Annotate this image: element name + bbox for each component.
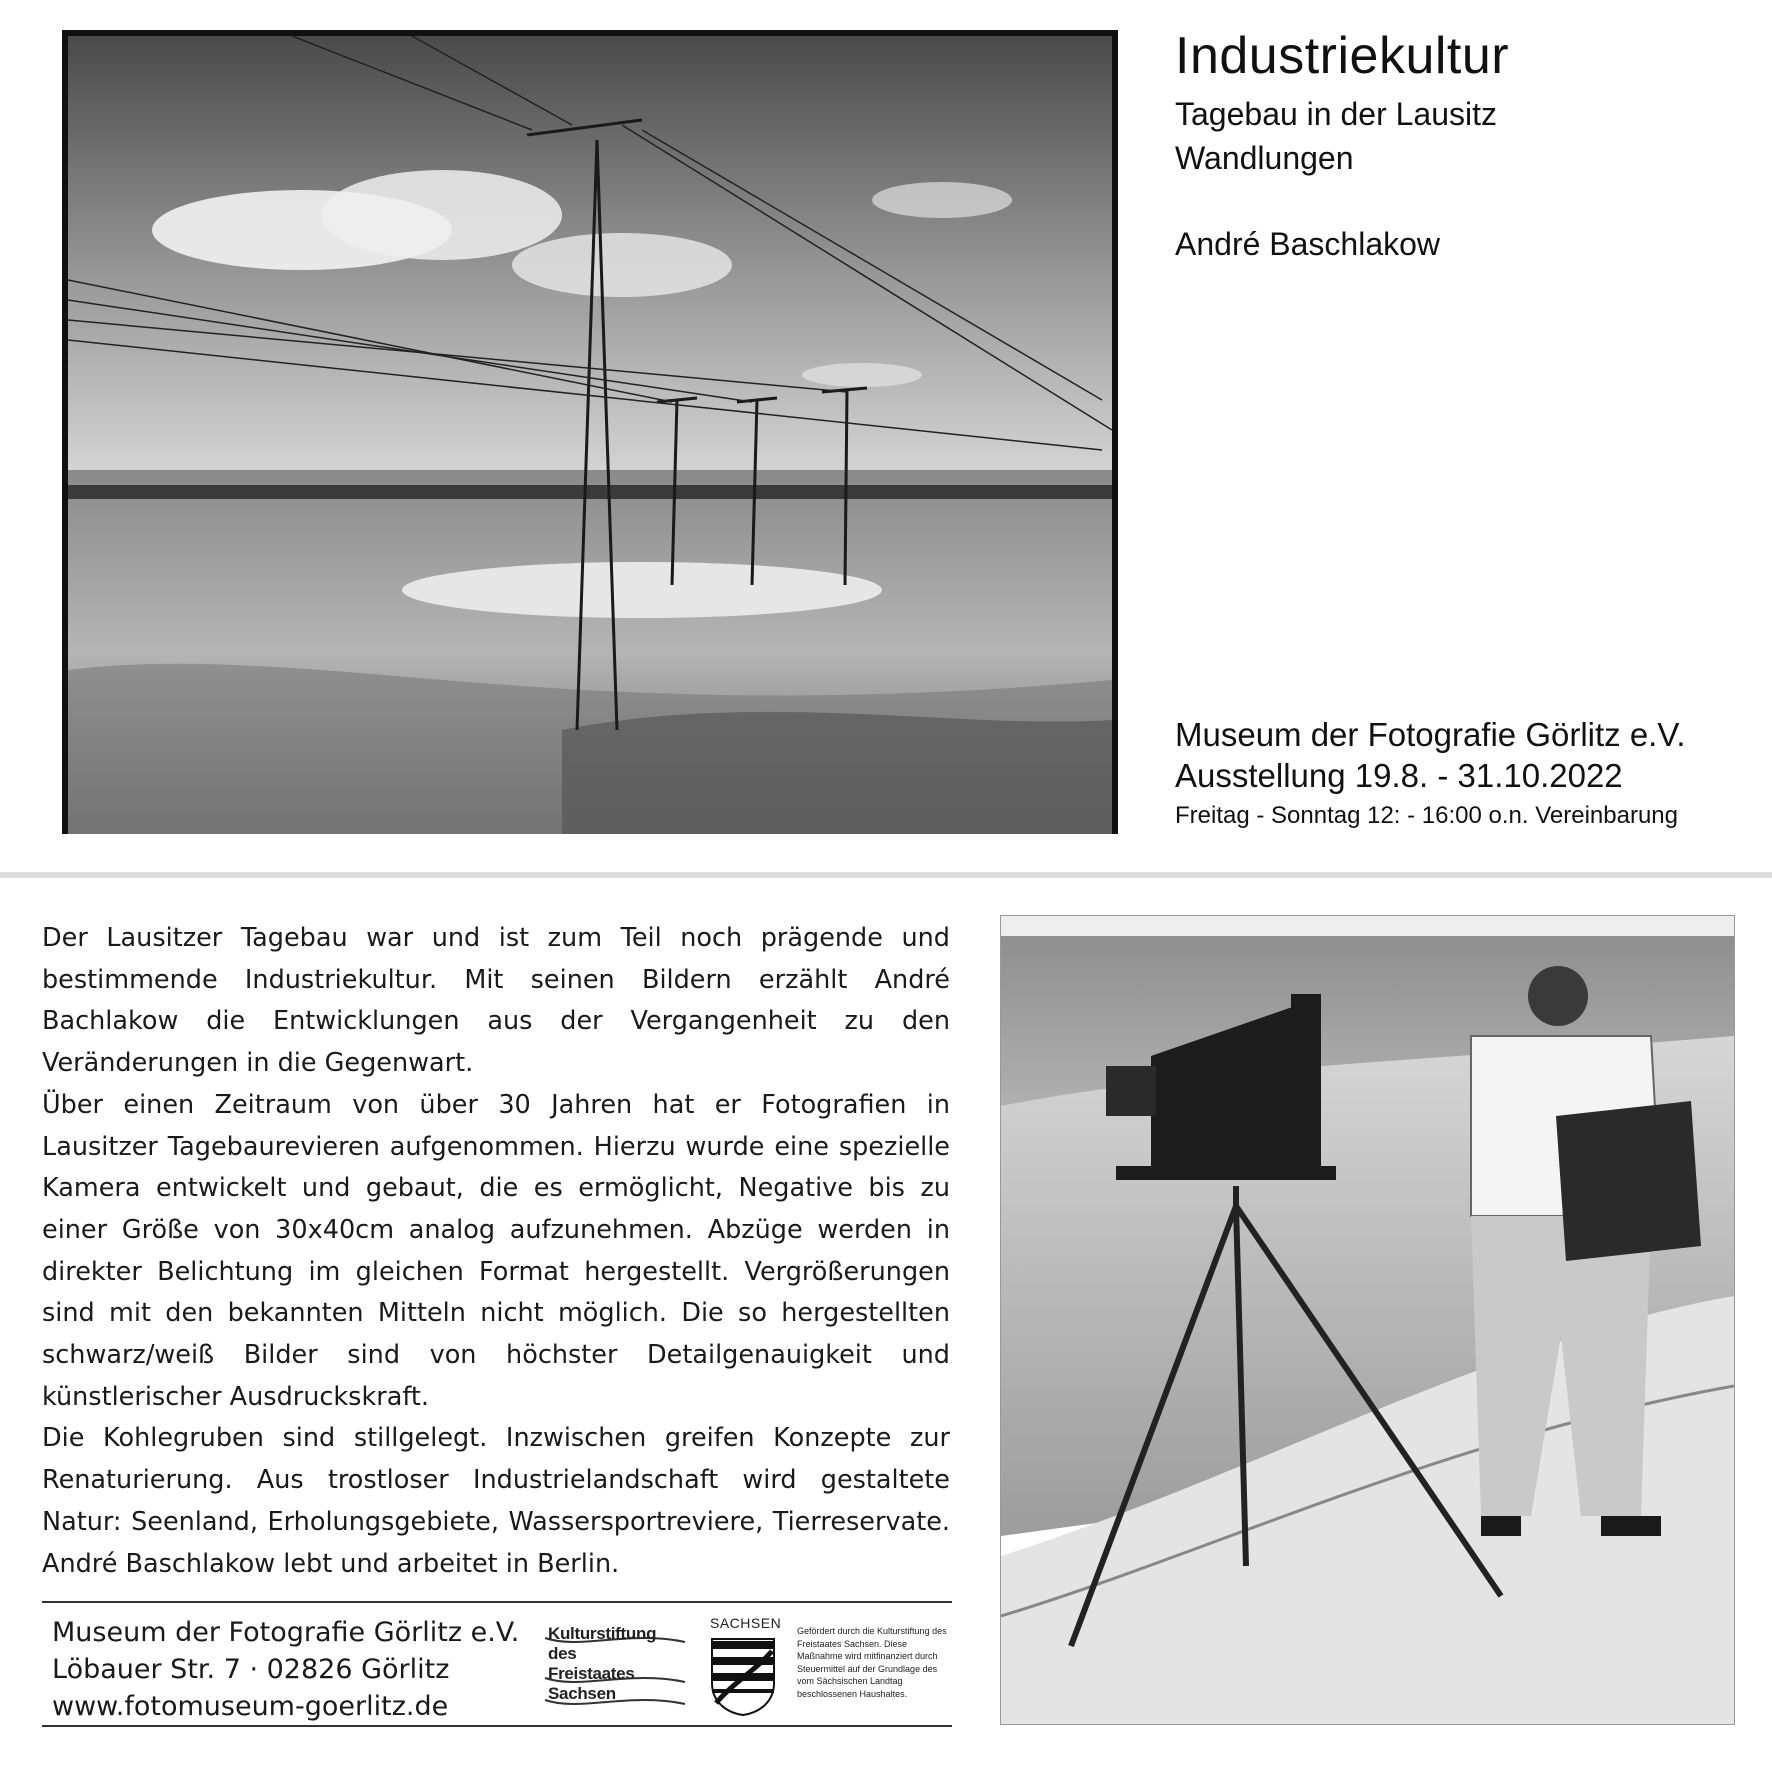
funding-note: Gefördert durch die Kulturstiftung des Freistaates Sachsen. Diese Maßnahme wird mitfinanziert durch Steuermittel auf der Grundlage des vom Sächsischen Landtag beschlossenen Haushaltes. bbox=[797, 1626, 947, 1699]
description-paragraph: Die Kohlegruben sind stillgelegt. Inzwischen greifen Konzepte zur Renaturierung. Aus trostloser Industrielandschaft wird gestaltete Natur: Seenland, Erholungsgebiete, Wassersportreviere, Tierreservate. André Baschlakow lebt und arbeitet in Berlin. bbox=[42, 1423, 950, 1579]
exhibition-title: Industriekultur bbox=[1175, 27, 1510, 85]
kulturstiftung-line3: Freistaates bbox=[548, 1664, 635, 1683]
kulturstiftung-line4: Sachsen bbox=[548, 1684, 616, 1703]
sachsen-label: SACHSEN bbox=[710, 1615, 782, 1631]
museum-website-link[interactable]: www.fotomuseum-goerlitz.de bbox=[52, 1691, 449, 1722]
card-front bbox=[0, 0, 1772, 872]
artist-name: André Baschlakow bbox=[1175, 226, 1441, 262]
open-pit-powerline-photo bbox=[62, 30, 1118, 834]
description-text bbox=[42, 918, 950, 1585]
description-paragraph: Der Lausitzer Tagebau war und ist zum Teil noch prägende und bestimmende Industriekultur. Mit seinen Bildern erzählt André Bachlakow die Entwicklungen aus der Vergangenheit zu den Veränderungen in die Gegenwart. bbox=[42, 923, 950, 1079]
sachsen-coat-of-arms-icon bbox=[710, 1637, 776, 1717]
description-paragraph: Über einen Zeitraum von über 30 Jahren hat er Fotografien in Lausitzer Tagebaurevieren aufgenommen. Hierzu wurde eine spezielle Kamera entwickelt und gebaut, die es ermöglicht, Negative bis zu einer Größe von 30x40cm analog aufzunehmen. Abzüge werden in direkter Belichtung im gleichen Format hergestellt. Vergrößerungen sind mit den bekannten Mitteln nicht möglich. Die so hergestellten schwarz/weiß Bilder sind von höchster Detailgenauigkeit und künstlerischer Ausdruckskraft. bbox=[42, 1089, 950, 1412]
exhibition-subtitle-2: Wandlungen bbox=[1175, 140, 1354, 176]
museum-street: Löbauer Str. 7 · 02826 Görlitz bbox=[52, 1654, 450, 1685]
footer-divider-top bbox=[42, 1601, 952, 1603]
venue-name: Museum der Fotografie Görlitz e.V. bbox=[1175, 716, 1686, 753]
museum-name: Museum der Fotografie Görlitz e.V. bbox=[52, 1617, 520, 1648]
photographer-with-camera-photo bbox=[1000, 915, 1735, 1725]
exhibition-dates: Ausstellung 19.8. - 31.10.2022 bbox=[1175, 757, 1623, 794]
footer-divider-bottom bbox=[42, 1725, 952, 1727]
kulturstiftung-logo bbox=[540, 1620, 690, 1720]
sachsen-logo bbox=[706, 1615, 786, 1725]
opening-hours: Freitag - Sonntag 12: - 16:00 o.n. Vereinbarung bbox=[1175, 802, 1679, 829]
exhibition-subtitle: Tagebau in der Lausitz bbox=[1175, 96, 1497, 132]
kulturstiftung-line2: des bbox=[548, 1644, 577, 1663]
museum-address bbox=[52, 1614, 519, 1725]
kulturstiftung-line1: Kulturstiftung bbox=[548, 1624, 657, 1643]
